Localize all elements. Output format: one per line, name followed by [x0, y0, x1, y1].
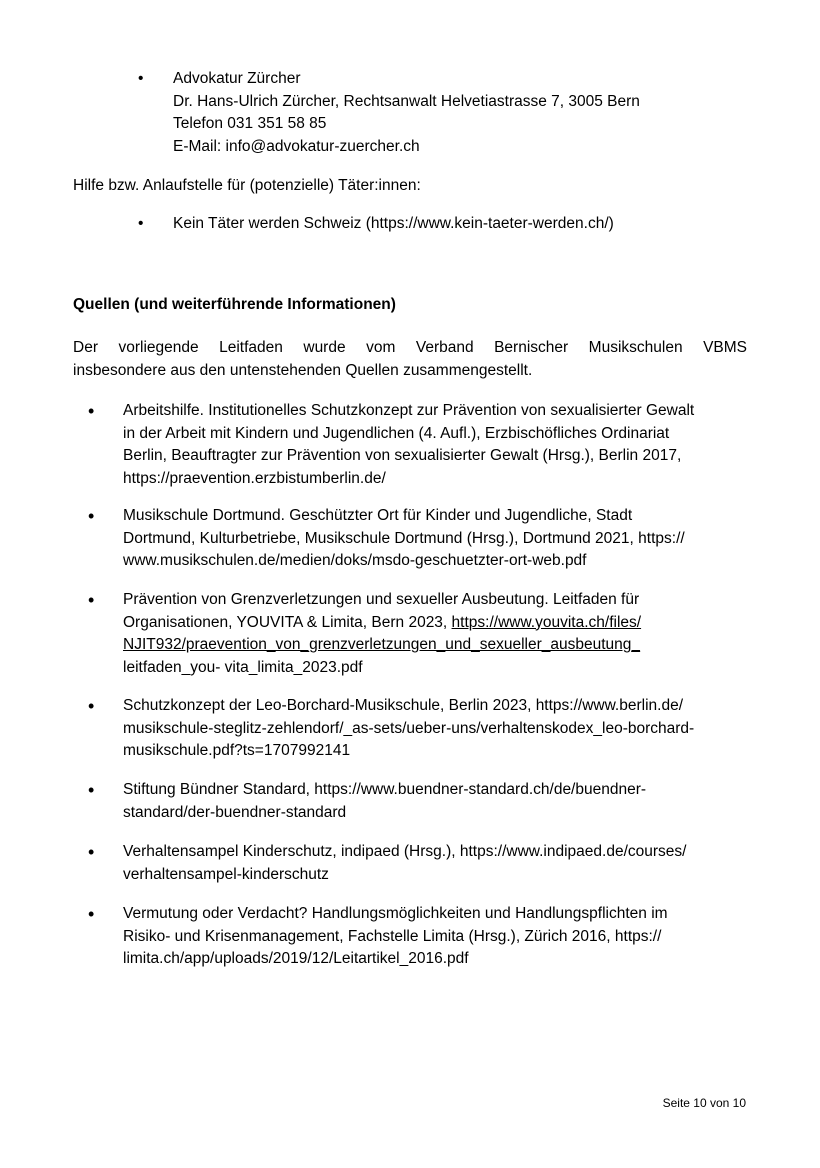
- contact-person: Dr. Hans-Ulrich Zürcher, Rechtsanwalt Helvetiastrasse 7, 3005 Bern: [173, 92, 640, 110]
- source-line: limita.ch/app/uploads/2019/12/Leitartikel_2016.pdf: [123, 950, 469, 967]
- source-line: musikschule.pdf?ts=1707992141: [123, 742, 351, 759]
- source-line: in der Arbeit mit Kindern und Jugendlichen (4. Aufl.), Erzbischöfliches Ordinariat: [123, 424, 670, 442]
- source-line: Dortmund, Kulturbetriebe, Musikschule Dortmund (Hrsg.), Dortmund 2021, https://: [123, 529, 685, 547]
- intro-paragraph: [73, 337, 747, 382]
- source-link[interactable]: https://www.youvita.ch/files/: [451, 613, 642, 631]
- source-link[interactable]: NJIT932/praevention_von_grenzverletzungen_und_sexueller_ausbeutung_: [123, 636, 641, 653]
- source-line-text: Organisationen, YOUVITA & Limita, Bern 2023,: [123, 613, 452, 631]
- page-number: Seite 10 von 10: [662, 1096, 746, 1110]
- source-line: Schutzkonzept der Leo-Borchard-Musikschule, Berlin 2023, https://www.berlin.de/: [123, 697, 684, 714]
- source-line: https://praevention.erzbistumberlin.de/: [123, 469, 386, 487]
- source-line: musikschule-steglitz-zehlendorf/_as-sets/ueber-uns/verhaltenskodex_leo-borchard-: [123, 719, 695, 737]
- list-bullet: •: [88, 401, 95, 421]
- section-heading: Quellen (und weiterführende Informationen): [73, 296, 396, 313]
- list-bullet: •: [88, 696, 95, 716]
- intro-line: Der vorliegende Leitfaden wurde vom Verband Bernischer Musikschulen VBMS: [73, 339, 747, 356]
- list-bullet: •: [88, 780, 95, 800]
- contact-phone: Telefon 031 351 58 85: [173, 115, 327, 132]
- source-line: [123, 612, 641, 635]
- helper-label: Hilfe bzw. Anlaufstelle für (potenzielle) Täter:innen:: [73, 177, 421, 194]
- source-line: Risiko- und Krisenmanagement, Fachstelle Limita (Hrsg.), Zürich 2016, https://: [123, 927, 662, 945]
- contact-address: [173, 68, 640, 158]
- list-bullet: •: [88, 904, 95, 924]
- list-bullet: •: [88, 590, 95, 610]
- contact-bullet: •: [138, 70, 144, 87]
- source-text: [123, 779, 646, 824]
- source-line: Vermutung oder Verdacht? Handlungsmöglichkeiten und Handlungspflichten im: [123, 905, 668, 922]
- source-text: [123, 400, 694, 490]
- source-text: [123, 841, 686, 886]
- helper-item: Kein Täter werden Schweiz (https://www.kein-taeter-werden.ch/): [173, 215, 614, 232]
- source-text: [123, 695, 694, 763]
- source-text: [123, 589, 641, 679]
- source-line: Arbeitshilfe. Institutionelles Schutzkonzept zur Prävention von sexualisierter Gewalt: [123, 402, 695, 419]
- source-line: leitfaden_you- vita_limita_2023.pdf: [123, 658, 363, 676]
- source-line: www.musikschulen.de/medien/doks/msdo-geschuetzter-ort-web.pdf: [123, 552, 587, 569]
- source-line: Musikschule Dortmund. Geschützter Ort für Kinder und Jugendliche, Stadt: [123, 507, 633, 524]
- list-bullet: •: [88, 506, 95, 526]
- contact-email: E-Mail: info@advokatur-zuercher.ch: [173, 137, 420, 155]
- source-line: standard/der-buendner-standard: [123, 803, 347, 821]
- helper-bullet: •: [138, 215, 144, 232]
- source-text: [123, 903, 668, 971]
- intro-line: insbesondere aus den untenstehenden Quellen zusammengestellt.: [73, 361, 533, 379]
- source-line: Stiftung Bündner Standard, https://www.buendner-standard.ch/de/buendner-: [123, 781, 647, 798]
- list-bullet: •: [88, 842, 95, 862]
- source-text: [123, 505, 685, 573]
- source-line: Verhaltensampel Kinderschutz, indipaed (Hrsg.), https://www.indipaed.de/courses/: [123, 843, 687, 860]
- source-line: Prävention von Grenzverletzungen und sexueller Ausbeutung. Leitfaden für: [123, 591, 640, 608]
- contact-name: Advokatur Zürcher: [173, 70, 301, 87]
- source-line: Berlin, Beauftragter zur Prävention von sexualisierter Gewalt (Hrsg.), Berlin 2017,: [123, 447, 682, 464]
- source-line: verhaltensampel-kinderschutz: [123, 865, 329, 883]
